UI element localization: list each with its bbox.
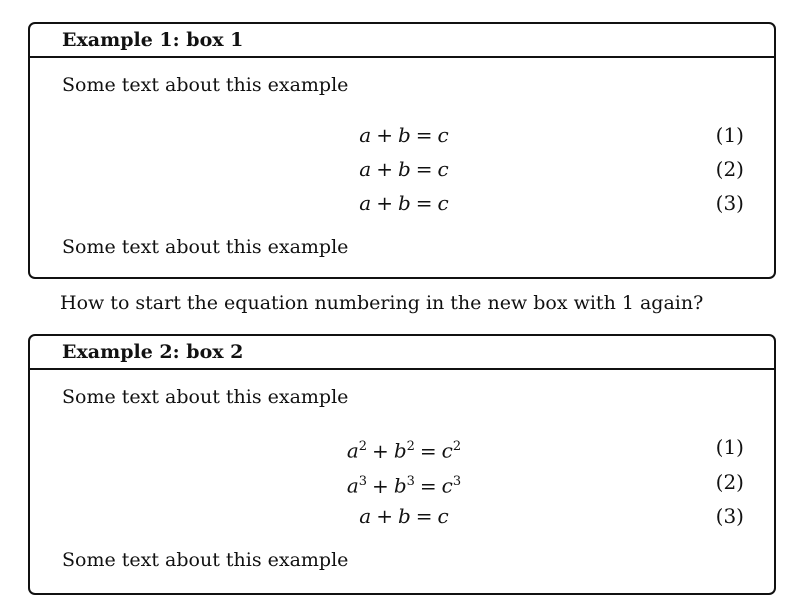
equation-row	[30, 119, 774, 151]
equation-number: (3)	[715, 504, 744, 528]
outro-text: Some text about this example	[62, 549, 349, 571]
outro-text: Some text about this example	[62, 236, 349, 258]
equation-row	[30, 153, 774, 185]
intro-text: Some text about this example	[62, 74, 349, 96]
example-box-2	[28, 334, 776, 595]
equation-number: (2)	[715, 470, 744, 494]
equation-number: (1)	[715, 435, 744, 459]
box-title: Example 1: box 1	[30, 24, 774, 58]
example-box-1	[28, 22, 776, 279]
equation-number: (1)	[715, 123, 744, 147]
equation-row	[30, 431, 774, 463]
equation-formula: a + b = c	[359, 157, 449, 181]
equation-formula: a + b = c	[359, 191, 449, 215]
equation-formula: $a^3 + b^3 = c^3$	[346, 473, 462, 498]
box-title: Example 2: box 2	[30, 336, 774, 370]
question-text: How to start the equation numbering in the new box with 1 again?	[60, 292, 704, 314]
equation-row	[30, 500, 774, 532]
equation-row	[30, 466, 774, 498]
equation-row	[30, 187, 774, 219]
equation-number: (2)	[715, 157, 744, 181]
intro-text: Some text about this example	[62, 386, 349, 408]
equation-formula: a + b = c	[359, 504, 449, 528]
equation-formula: $a^2 + b^2 = c^2$	[346, 438, 462, 463]
equation-formula: a + b = c	[359, 123, 449, 147]
equation-number: (3)	[715, 191, 744, 215]
